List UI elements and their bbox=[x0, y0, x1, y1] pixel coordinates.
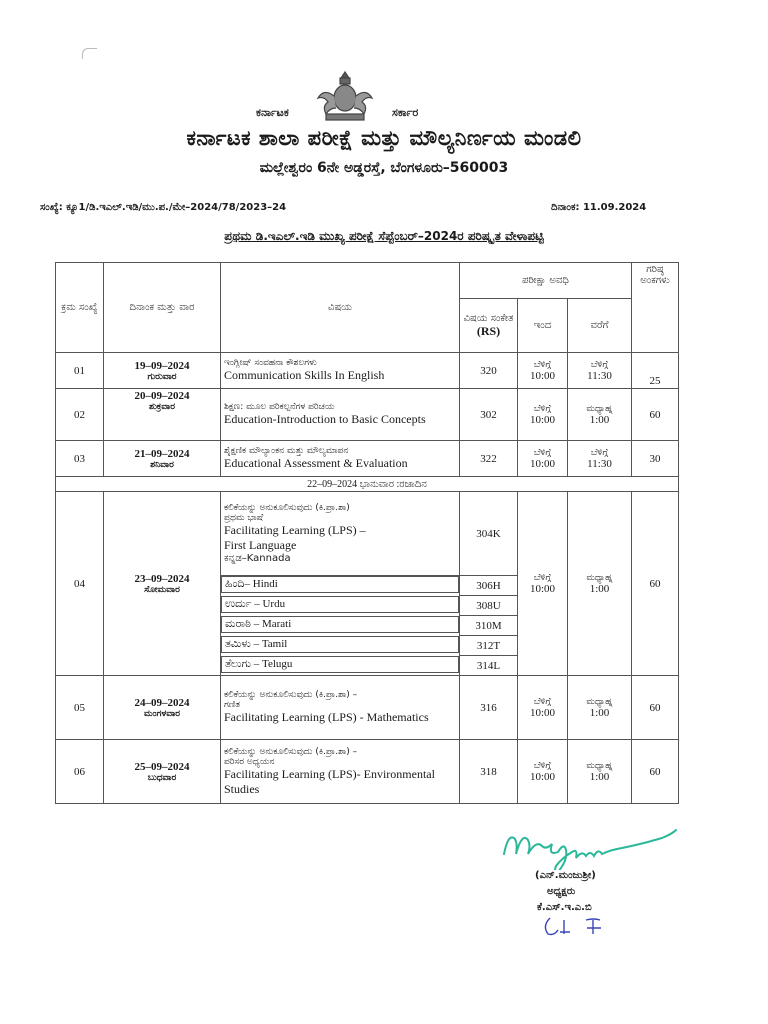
reference-number: ಸಂಖ್ಯೆ: ಕ್ಯೂ1/ಡಿ.ಇಎಲ್.ಇಡಿ/ಮು.ಪ./ಮೇ–2024/78/2023–24 bbox=[40, 202, 287, 213]
row-subject-en-2: First Language bbox=[224, 538, 297, 552]
page-corner-mark bbox=[82, 48, 97, 59]
table-row bbox=[56, 441, 679, 477]
row-subject-cell bbox=[221, 676, 460, 740]
language-name: ತೆಲುಗು – Telugu bbox=[221, 656, 459, 673]
row-to-cell bbox=[568, 740, 632, 804]
table-row bbox=[56, 353, 679, 389]
row-date-cell bbox=[104, 441, 221, 477]
row-to-kn: ಮಧ್ಯಾಹ್ನ bbox=[586, 572, 613, 583]
board-name: ಕರ್ನಾಟಕ ಶಾಲಾ ಪರೀಕ್ಷೆ ಮತ್ತು ಮೌಲ್ಯನಿರ್ಣಯ ಮಂಡಲಿ bbox=[186, 126, 582, 150]
state-emblem-icon bbox=[312, 68, 378, 124]
language-name: ಮರಾಠಿ – Marati bbox=[221, 616, 459, 633]
header-subject-code-label: ವಿಷಯ ಸಂಕೇತ bbox=[463, 312, 514, 324]
row-from-cell bbox=[518, 389, 568, 441]
table-row bbox=[56, 492, 679, 576]
row-to-cell bbox=[568, 353, 632, 389]
row-from-cell bbox=[518, 740, 568, 804]
language-code: 310M bbox=[460, 616, 518, 636]
row-day: ಸೋಮವಾರ bbox=[144, 584, 180, 595]
row-from-kn: ಬೆಳಿಗ್ಗೆ bbox=[533, 359, 552, 370]
government-label-right: ಸರ್ಕಾರ bbox=[392, 106, 419, 119]
reference-date: ದಿನಾಂಕ: 11.09.2024 bbox=[551, 202, 647, 213]
row-to-time: 11:30 bbox=[587, 369, 612, 382]
row-subject-en: Facilitating Learning (LPS)- Environmental Studies bbox=[224, 766, 435, 796]
header-subject: ವಿಷಯ bbox=[221, 263, 460, 353]
row-from-kn: ಬೆಳಿಗ್ಗೆ bbox=[533, 403, 552, 414]
language-name: ಉರ್ದು – Urdu bbox=[221, 596, 459, 613]
row-sl: 01 bbox=[56, 353, 104, 389]
row-marks: 25 bbox=[632, 353, 679, 389]
row-to-cell bbox=[568, 441, 632, 477]
row-subject-kn-1: ಕಲಿಕೆಯನ್ನು ಅನುಕೂಲಿಸುವುದು (ಕಿ.ಪ್ರಾ.ಶಾ) – bbox=[224, 746, 358, 757]
row-from-kn: ಬೆಳಿಗ್ಗೆ bbox=[533, 696, 552, 707]
row-subject-cell bbox=[221, 740, 460, 804]
row-subject-cell bbox=[221, 441, 460, 477]
row-marks: 60 bbox=[632, 389, 679, 441]
row-date-cell bbox=[104, 740, 221, 804]
header-sl-no: ಕ್ರಮ ಸಂಖ್ಯೆ bbox=[56, 263, 104, 353]
row-to-kn: ಮಧ್ಯಾಹ್ನ bbox=[586, 403, 613, 414]
header-from: ಇಂದ bbox=[518, 299, 568, 353]
row-to-time: 1:00 bbox=[589, 770, 610, 783]
row-code: 322 bbox=[460, 441, 518, 477]
language-code: 312T bbox=[460, 636, 518, 656]
row-subject-kn-2: ಪ್ರಥಮ ಭಾಷೆ bbox=[224, 513, 264, 523]
row-subject-kn-2: ಗಣಿತ bbox=[224, 700, 241, 710]
row-subject-kn-1: ಕಲಿಕೆಯನ್ನು ಅನುಕೂಲಿಸುವುದು (ಕಿ.ಪ್ರಾ.ಶಾ) bbox=[224, 503, 350, 513]
row-from-cell bbox=[518, 676, 568, 740]
row-to-cell bbox=[568, 492, 632, 676]
language-code: 306H bbox=[460, 576, 518, 596]
row-code: 302 bbox=[460, 389, 518, 441]
row-day: ಶುಕ್ರವಾರ bbox=[149, 402, 175, 412]
row-from-cell bbox=[518, 492, 568, 676]
row-to-kn: ಬೆಳಿಗ್ಗೆ bbox=[590, 359, 609, 370]
government-label-left: ಕರ್ನಾಟಕ bbox=[256, 106, 289, 119]
row-sl: 04 bbox=[56, 492, 104, 676]
language-code: 308U bbox=[460, 596, 518, 616]
row-sl: 06 bbox=[56, 740, 104, 804]
row-date-cell bbox=[104, 492, 221, 676]
row-to-kn: ಮಧ್ಯಾಹ್ನ bbox=[586, 760, 613, 771]
row-sl: 03 bbox=[56, 441, 104, 477]
row-from-kn: ಬೆಳಿಗ್ಗೆ bbox=[533, 760, 552, 771]
row-date: 21–09–2024 bbox=[134, 447, 190, 460]
row-subject-kn-3: ಕನ್ನಡ–Kannada bbox=[224, 553, 291, 564]
header-max-marks: ಗರಿಷ್ಠ ಅಂಕಗಳು bbox=[632, 263, 679, 353]
row-date: 19–09–2024 bbox=[134, 359, 190, 372]
row-to-cell bbox=[568, 676, 632, 740]
row-to-cell bbox=[568, 389, 632, 441]
signatory-office: ಕೆ.ಎಸ್.ಇ.ಎ.ಬಿ bbox=[537, 902, 592, 913]
row-subject-en: Communication Skills In English bbox=[224, 368, 385, 382]
document-title-text: ಪ್ರಥಮ ಡಿ.ಇಎಲ್.ಇಡಿ ಮುಖ್ಯ ಪರೀಕ್ಷೆ ಸೆಪ್ಟೆಂಬರ್–2024ರ ಪರಿಷ್ಕೃತ ವೇಳಾಪಟ್ಟಿ bbox=[224, 229, 544, 243]
row-from-kn: ಬೆಳಿಗ್ಗೆ bbox=[533, 572, 552, 583]
row-date-cell bbox=[104, 389, 221, 441]
row-from-time: 10:00 bbox=[529, 770, 556, 783]
row-marks: 30 bbox=[632, 441, 679, 477]
exam-timetable bbox=[55, 262, 679, 804]
row-subject-kn-2: ಪರಿಸರ ಅಧ್ಯಯನ bbox=[224, 756, 275, 767]
row-from-time: 10:00 bbox=[529, 413, 556, 426]
row-day: ಬುಧವಾರ bbox=[147, 772, 177, 783]
signatory-name: (ಎನ್.ಮಂಜುಶ್ರೀ) bbox=[535, 870, 596, 881]
signatory-designation: ಅಧ್ಯಕ್ಷರು bbox=[547, 886, 576, 897]
row-subject-cell bbox=[221, 353, 460, 389]
row-from-time: 10:00 bbox=[529, 706, 556, 719]
header-date-day: ದಿನಾಂಕ ಮತ್ತು ವಾರ bbox=[104, 263, 221, 353]
table-row bbox=[56, 740, 679, 804]
row-date: 23–09–2024 bbox=[134, 572, 190, 585]
row-day: ಗುರುವಾರ bbox=[147, 371, 177, 382]
row-subject-cell bbox=[221, 389, 460, 441]
row-subject-cell bbox=[221, 492, 460, 576]
table-row bbox=[56, 389, 679, 441]
row-marks: 60 bbox=[632, 740, 679, 804]
row-subject-en: Education-Introduction to Basic Concepts bbox=[224, 412, 426, 426]
document-title bbox=[0, 229, 768, 244]
row-day: ಮಂಗಳವಾರ bbox=[143, 708, 181, 719]
row-day: ಶನಿವಾರ bbox=[150, 459, 174, 470]
row-code: 320 bbox=[460, 353, 518, 389]
row-subject-kn-1: ಕಲಿಕೆಯನ್ನು ಅನುಕೂಲಿಸುವುದು (ಕಿ.ಪ್ರಾ.ಶಾ) – bbox=[224, 690, 358, 700]
row-subject-kn: ಶಿಕ್ಷಣ: ಮೂಲ ಪರಿಕಲ್ಪನೆಗಳ ಪರಿಚಯ bbox=[224, 402, 335, 412]
header-exam-duration: ಪರೀಕ್ಷಾ ಅವಧಿ bbox=[460, 263, 632, 299]
header-to: ವರೆಗೆ bbox=[568, 299, 632, 353]
row-to-kn: ಬೆಳಿಗ್ಗೆ bbox=[590, 447, 609, 458]
board-address: ಮಲ್ಲೇಶ್ವರಂ 6ನೇ ಅಡ್ಡರಸ್ತೆ, ಬೆಂಗಳೂರು–560003 bbox=[259, 160, 509, 176]
row-date: 25–09–2024 bbox=[134, 760, 190, 773]
header-subject-code bbox=[460, 299, 518, 353]
handwritten-signature bbox=[498, 820, 718, 870]
row-to-time: 1:00 bbox=[589, 413, 610, 426]
row-from-time: 10:00 bbox=[529, 582, 556, 595]
language-code: 314L bbox=[460, 656, 518, 676]
row-marks: 60 bbox=[632, 676, 679, 740]
row-sl: 05 bbox=[56, 676, 104, 740]
row-subject-kn: ಶೈಕ್ಷಣಿಕ ಮೌಲ್ಯಾಂಕನ ಮತ್ತು ಮೌಲ್ಯಮಾಪನ bbox=[224, 446, 349, 456]
row-date-cell bbox=[104, 353, 221, 389]
row-code: 304K bbox=[460, 492, 518, 576]
row-code: 316 bbox=[460, 676, 518, 740]
table-row bbox=[56, 676, 679, 740]
row-subject-en-1: Facilitating Learning (LPS) – bbox=[224, 523, 366, 537]
language-name: ಹಿಂದಿ– Hindi bbox=[221, 576, 459, 593]
row-to-time: 1:00 bbox=[589, 582, 610, 595]
row-subject-kn: ಇಂಗ್ಲೀಷ್ ಸಂವಹನಾ ಕೌಶಲಗಳು bbox=[224, 358, 317, 368]
row-code: 318 bbox=[460, 740, 518, 804]
row-to-time: 1:00 bbox=[589, 706, 610, 719]
row-to-time: 11:30 bbox=[587, 457, 612, 470]
row-date-cell bbox=[104, 676, 221, 740]
header-subject-code-rs: (RS) bbox=[476, 323, 501, 338]
row-from-time: 10:00 bbox=[529, 457, 556, 470]
holiday-row bbox=[56, 477, 679, 492]
row-from-time: 10:00 bbox=[529, 369, 556, 382]
handwritten-initials bbox=[540, 914, 630, 938]
row-from-cell bbox=[518, 441, 568, 477]
row-subject-en: Educational Assessment & Evaluation bbox=[224, 456, 408, 470]
language-name: ತಮಿಳು – Tamil bbox=[221, 636, 459, 653]
row-subject-en: Facilitating Learning (LPS) - Mathematics bbox=[224, 710, 429, 724]
row-date: 20–09–2024 bbox=[134, 390, 190, 402]
row-to-kn: ಮಧ್ಯಾಹ್ನ bbox=[586, 696, 613, 707]
row-from-cell bbox=[518, 353, 568, 389]
row-date: 24–09–2024 bbox=[134, 696, 190, 709]
row-marks: 60 bbox=[632, 492, 679, 676]
holiday-text: 22–09–2024 ಭಾನುವಾರ :ರಜಾದಿನ bbox=[56, 477, 679, 492]
row-from-kn: ಬೆಳಿಗ್ಗೆ bbox=[533, 447, 552, 458]
row-sl: 02 bbox=[56, 389, 104, 441]
